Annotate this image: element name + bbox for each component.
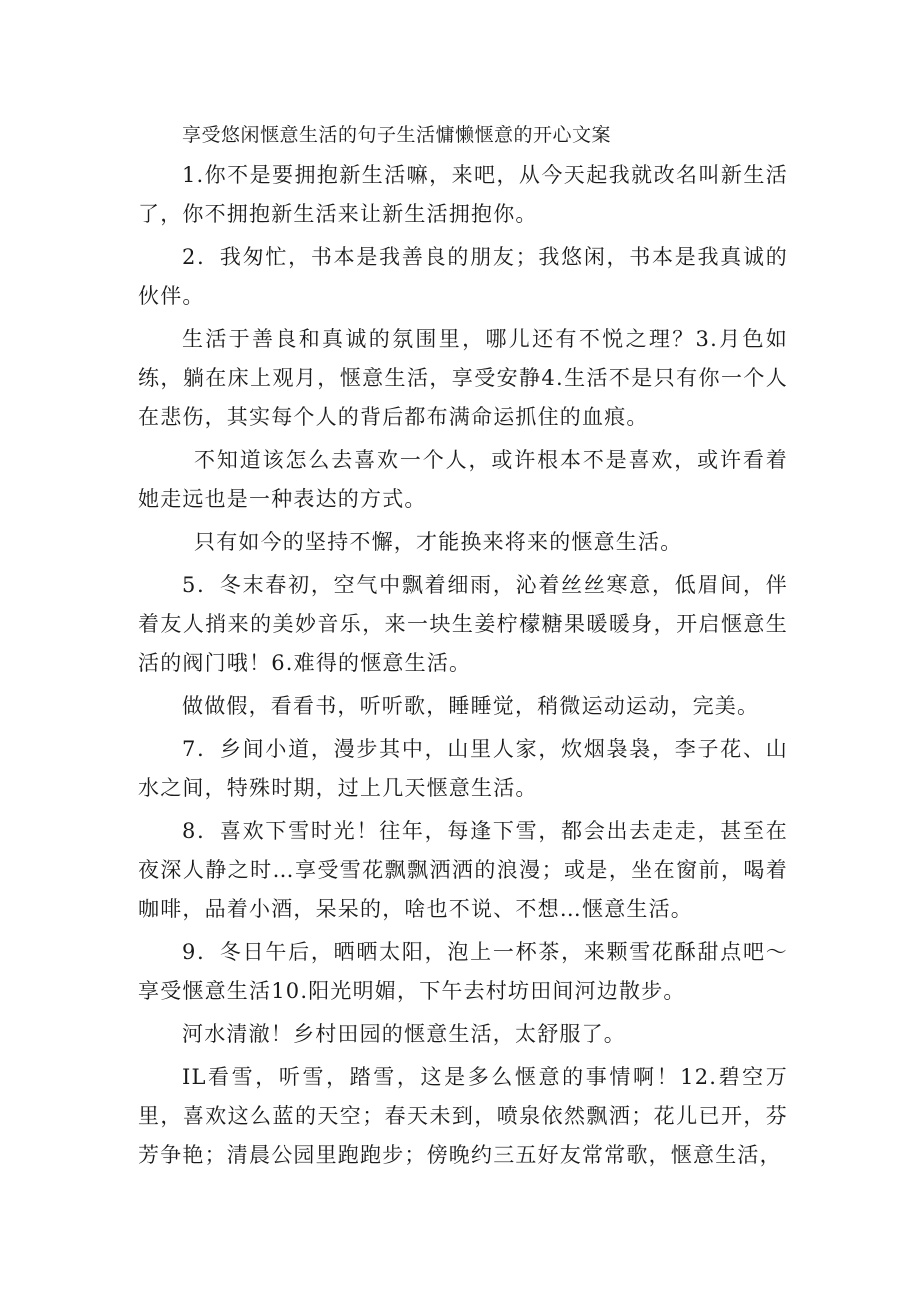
paragraph-6: 5．冬末春初，空气中飘着细雨，沁着丝丝寒意，低眉间，伴着友人捎来的美妙音乐，来一块生姜柠檬糖果暖暖身，开启惬意生活的阀门哦！6.难得的惬意生活。 xyxy=(138,573,788,675)
paragraph-3: 生活于善良和真诚的氛围里，哪儿还有不悦之理？3.月色如练，躺在床上观月，惬意生活，享受安静4.生活不是只有你一个人在悲伤，其实每个人的背后都布满命运抓住的血痕。 xyxy=(138,327,788,429)
paragraph-4: 不知道该怎么去喜欢一个人，或许根本不是喜欢，或许看着她走远也是一种表达的方式。 xyxy=(138,448,788,511)
paragraph-8: 7．乡间小道，漫步其中，山里人家，炊烟袅袅，李子花、山水之间，特殊时期，过上几天惬意生活。 xyxy=(138,737,788,800)
paragraph-10: 9．冬日午后，晒晒太阳，泡上一杯茶，来颗雪花酥甜点吧～享受惬意生活10.阳光明媚，下午去村坊田间河边散步。 xyxy=(138,940,788,1003)
document-body xyxy=(138,118,788,1175)
document-title: 享受悠闲惬意生活的句子生活慵懒惬意的开心文案 xyxy=(182,124,612,146)
paragraph-2: 2．我匆忙，书本是我善良的朋友；我悠闲，书本是我真诚的伙伴。 xyxy=(138,245,788,308)
paragraph-9: 8．喜欢下雪时光！往年，每逢下雪，都会出去走走，甚至在夜深人静之时…享受雪花飘飘洒洒的浪漫；或是，坐在窗前，喝着咖啡，品着小酒，呆呆的，啥也不说、不想…惬意生活。 xyxy=(138,819,788,921)
paragraph-11: 河水清澈！乡村田园的惬意生活，太舒服了。 xyxy=(182,1022,626,1046)
paragraph-5: 只有如今的坚持不懈，才能换来将来的惬意生活。 xyxy=(194,530,683,554)
paragraph-1: 1.你不是要拥抱新生活嘛，来吧，从今天起我就改名叫新生活了，你不拥抱新生活来让新生活拥抱你。 xyxy=(138,163,788,226)
paragraph-12: IL看雪，听雪，踏雪，这是多么惬意的事情啊！12.碧空万里，喜欢这么蓝的天空；春天未到，喷泉依然飘洒；花儿已开，芬芳争艳；清晨公园里跑跑步；傍晚约三五好友常常歌，惬意生活， xyxy=(138,1065,788,1167)
paragraph-7: 做做假，看看书，听听歌，睡睡觉，稍微运动运动，完美。 xyxy=(182,694,760,718)
